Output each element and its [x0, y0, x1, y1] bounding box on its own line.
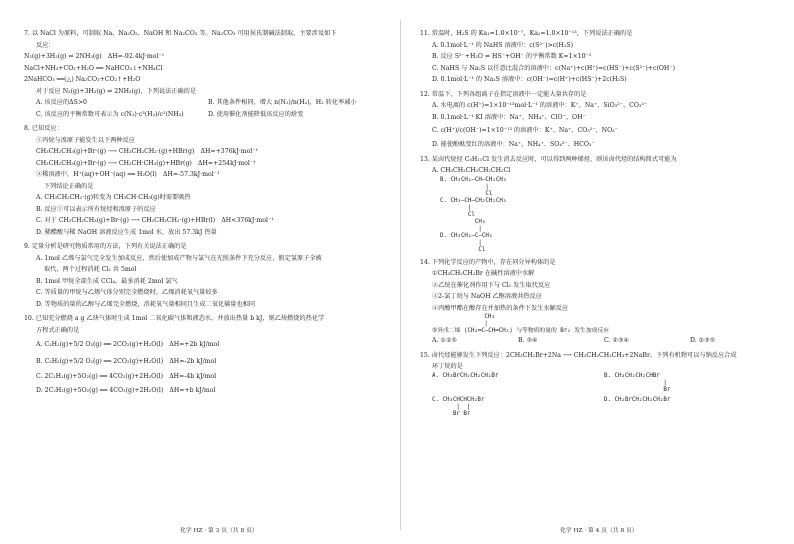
q12-option-d: D. 能使酚酞变红的溶液中：Na⁺、NH₄⁺、SO₄²⁻、HCO₃⁻ — [432, 141, 595, 148]
q10-option-b: B. C₂H₂(g)+5/2 O₂(g) ══ 2CO₂(g)+H₂O(l) ΔH=-2b kJ/mol — [36, 358, 217, 365]
q8-option-a: A. CH₃CH₂CH₂·(g)转变为 CH₃CH·CH₃(g)时需要吸热 — [36, 194, 191, 201]
q13-stem: 13. 某卤代烷烃 C₅H₁₁Cl 发生消去反应时，可以得到两种烯烃，则该卤代烃的结构简式可能为 — [420, 155, 677, 163]
q9-stem: 9. 定量分析是研究物质常用的方法，下列有关说法正确的是 — [24, 243, 187, 250]
q8-line-4: ②稀溶液中，H⁺(aq)+OH⁻(aq) ══ H₂O(l) ΔH=-57.3kJ·mol⁻¹ — [36, 171, 220, 178]
q13-option-a: A. CH₃CH₂CH₂CH₂CH₂Cl — [432, 167, 511, 174]
q10-stem-cont: 方程式正确的是 — [36, 326, 80, 334]
q7-equation-1: N₂(g)+3H₂(g) ⇌ 2NH₃(g) ΔH=-92.4kJ·mol⁻¹ — [24, 53, 165, 60]
q8-question: 下列结论正确的是 — [44, 182, 94, 190]
q10-stem: 10. 已知充分燃烧 a g 乙炔气体时生成 1mol 二氧化碳气体和液态水，并放出热量 b kJ，则乙炔燃烧的热化学 — [24, 315, 325, 322]
right-column — [420, 28, 776, 418]
q7-option-b: B. 其他条件相同，增大 n(N₂)/n(H₂)，H₂ 转化率减小 — [208, 99, 357, 106]
q15-stem: 15. 卤代烃能够发生下列反应：2CH₃CH₂Br+2Na ⟶ CH₃CH₂CH₂CH₃+2NaBr。下列有机物可以与钠反应合成 — [420, 351, 737, 359]
q7-option-c: C. 该反应的平衡常数可表示为 c(N₂)·c³(H₂)/c²(NH₃) — [36, 110, 184, 118]
q15-option-a: A. CH₃BrCH₂CH₂CH₂Br — [432, 372, 499, 379]
question-15 — [420, 350, 776, 418]
q12-option-c: C. c(H⁺)/c(OH⁻)=1×10⁻¹² 的溶液中：K⁺、Na⁺、CO₃²⁻、NO₃⁻ — [432, 127, 618, 134]
q11-option-a: A. 0.1mol·L⁻¹ 的 NaHS 溶液中：c(S²⁻)>c(H₂S) — [432, 41, 574, 49]
q7-stem: 7. 以 NaCl 为原料，可制取 Na、Na₂O₂、NaOH 和 Na₂CO₃ 等。Na₂CO₃ 可用侯氏制碱法制取，主要涉及如下 — [24, 30, 337, 37]
q8-option-d: D. 稀醋酸与稀 NaOH 溶液反应生成 1mol 水，放出 57.3kJ 热量 — [36, 228, 217, 236]
q7-question: 对于反应 N₂(g)+3H₂(g) ⇌ 2NH₃(g)，下列说法正确的是 — [36, 87, 197, 95]
q7-option-a: A. 该反应的ΔS>0 — [36, 99, 87, 106]
q15-option-d: D. CH₂BrCH₂CH₂CH₂Br — [604, 396, 671, 403]
q14-item-1: ①CH₃CH₂CH₂Br 在碱性溶液中水解 — [432, 270, 535, 277]
question-12 — [420, 89, 776, 151]
q8-line-1: ①丙烷与溴原子能发生以下两种反应 — [36, 136, 135, 144]
q8-line-2: CH₃CH₂CH₃(g)+Br·(g) ⟶ CH₃CH₂CH₂·(g)+HBr(g) ΔH=+376kJ·mol⁻¹ — [36, 148, 259, 155]
question-9 — [24, 241, 380, 310]
q8-stem: 8. 已知反应： — [24, 125, 63, 132]
q14-item-3: ③2-氯丁烷与 NaOH 乙醇溶液共热反应 — [432, 293, 542, 300]
q14-item-4: ④丙酸甲酯在酸存在并加热的条件下发生水解反应 — [432, 304, 569, 312]
q14-item-2: ②乙烷在催化剂作用下与 Cl₂ 发生取代反应 — [432, 281, 551, 289]
q7-options-row-1 — [24, 97, 380, 109]
q13-option-b: B. CH₃CH₂—CH—CH₂CH₃ | Cl — [440, 176, 507, 197]
q14-option-c: C. ②③④ — [604, 337, 630, 344]
q9-option-a: A. 1mol 乙烯与氯气完全发生加成反应，然后使加成产物与氯气在光照条件下充分反应，假定氢原子全被 — [36, 254, 322, 262]
q8-line-3: CH₃CH₂CH₃(g)+Br·(g) ⟶ CH₃CH·CH₃(g)+HBr(g) ΔH=+254kJ·mol⁻¹ — [36, 159, 256, 167]
q7-stem-cont: 反应： — [36, 41, 55, 49]
q11-stem: 11. 常温时，H₂S 的 Ka₁=1.0×10⁻⁷，Ka₂=1.0×10⁻¹³，下列说法正确的是 — [420, 30, 633, 37]
q7-equation-2: NaCl+NH₃+CO₂+H₂O ══ NaHCO₃↓+NH₄Cl — [24, 64, 163, 72]
q14-option-d: D. ②③⑤ — [690, 337, 716, 344]
q9-option-a-cont: 取代，两个过程消耗 Cl₂ 共 5mol — [44, 266, 137, 273]
q12-option-b: B. 0.1mol·L⁻¹ KI 溶液中：Na⁺、NH₄⁺、ClO⁻、OH⁻ — [432, 113, 586, 121]
q9-option-c: C. 等质量的甲烷与乙烯气体分别完全燃烧时，乙烯消耗氧气量较多 — [36, 289, 218, 296]
column-divider — [400, 20, 401, 530]
q7-option-d: D. 使用催化剂能降低该反应的焓变 — [208, 110, 304, 118]
q15-options-row-1 — [420, 373, 776, 394]
q14-options — [420, 335, 776, 347]
left-column — [24, 28, 380, 398]
q10-option-d: D. 2C₂H₂(g)+5O₂(g) ══ 4CO₂(g)+2H₂O(l) ΔH=+b kJ/mol — [36, 387, 216, 394]
q8-option-b: B. 反应①可以表示所有烷烃和溴原子的反应 — [36, 205, 156, 213]
question-11 — [420, 28, 776, 86]
q12-stem: 12. 常温下，下列各组离子在指定溶液中一定能大量共存的是 — [420, 90, 587, 98]
q13-option-d: CH₃ | D. CH₃CH₂—C—CH₃ | Cl — [440, 218, 493, 253]
page-footer-left: 化学 HZ · 第 3 页（共 8 页） — [180, 528, 258, 534]
q15-option-c: C. CH₃CHCHCH₂Br | | Br Br — [432, 396, 485, 417]
q8-option-c: C. 对于 CH₃CH₂CH₃(g)+Br·(g) ⟶ CH₃CH₂CH₂·(g)+HBr(l) ΔH<376kJ·mol⁻¹ — [36, 217, 274, 224]
q9-option-b: B. 1mol 甲烷全部生成 CCl₄，最多消耗 2mol 氯气 — [36, 277, 178, 285]
q12-option-a: A. 水电离的 c(H⁺)=1×10⁻¹³mol·L⁻¹ 的溶液中：K⁺、Na⁺、SiO₃²⁻、CO₃²⁻ — [432, 102, 648, 109]
question-7 — [24, 28, 380, 120]
q14-item-5: CH₃ | ⑤异戊二烯 (CH₂═C—CH═CH₂) 与等物质的量的 Br₂ 发生加成反应 — [432, 314, 610, 334]
q14-stem: 14. 下列化学反应的产物中，存在同分异构体的是 — [420, 258, 556, 266]
q9-option-d: D. 等物质的量的乙醇与乙烯完全燃烧，消耗氧气量相同且生成二氧化碳量也相同 — [36, 300, 256, 308]
q14-option-a: A. ①②⑤ — [432, 337, 458, 344]
q11-option-c: C. NaHS 与 Na₂S 以任意比混合的溶液中：c(Na⁺)+c(H⁺)=c(HS⁻)+c(S²⁻)+c(OH⁻) — [432, 64, 676, 72]
question-10 — [24, 313, 380, 398]
question-14 — [420, 257, 776, 347]
q11-option-b: B. 反应 S²⁻+H₂O ⇌ HS⁻+OH⁻ 的平衡常数 K=1×10⁻² — [432, 53, 592, 60]
q10-option-a: A. C₂H₂(g)+5/2 O₂(g) ══ 2CO₂(g)+H₂O(l) ΔH=+2b kJ/mol — [36, 341, 220, 348]
question-8 — [24, 123, 380, 238]
q7-equation-3: 2NaHCO₃ ══(△) Na₂CO₃+CO₂↑+H₂O — [24, 76, 141, 83]
q13-option-c: C. CH₃—CH—CH₂CH₂CH₃ | Cl — [440, 197, 507, 218]
q15-option-b: B. CH₃CH₂CH₂CHBr | Br — [604, 372, 671, 393]
q11-option-d: D. 0.1mol·L⁻¹ 的 Na₂S 溶液中：c(OH⁻)=c(H⁺)+c(HS⁻)+2c(H₂S) — [432, 76, 627, 83]
q15-stem-cont: 环丁烷的是 — [432, 363, 463, 370]
q14-option-b: B. ③④ — [518, 337, 538, 344]
q10-option-c: C. 2C₂H₂(g)+5O₂(g) ══ 4CO₂(g)+2H₂O(l) ΔH=-4b kJ/mol — [36, 373, 217, 380]
page-footer-right: 化学 HZ · 第 4 页（共 8 页） — [560, 528, 638, 534]
question-13 — [420, 154, 776, 254]
q7-options-row-2 — [24, 109, 380, 121]
q15-options-row-2 — [420, 397, 776, 418]
